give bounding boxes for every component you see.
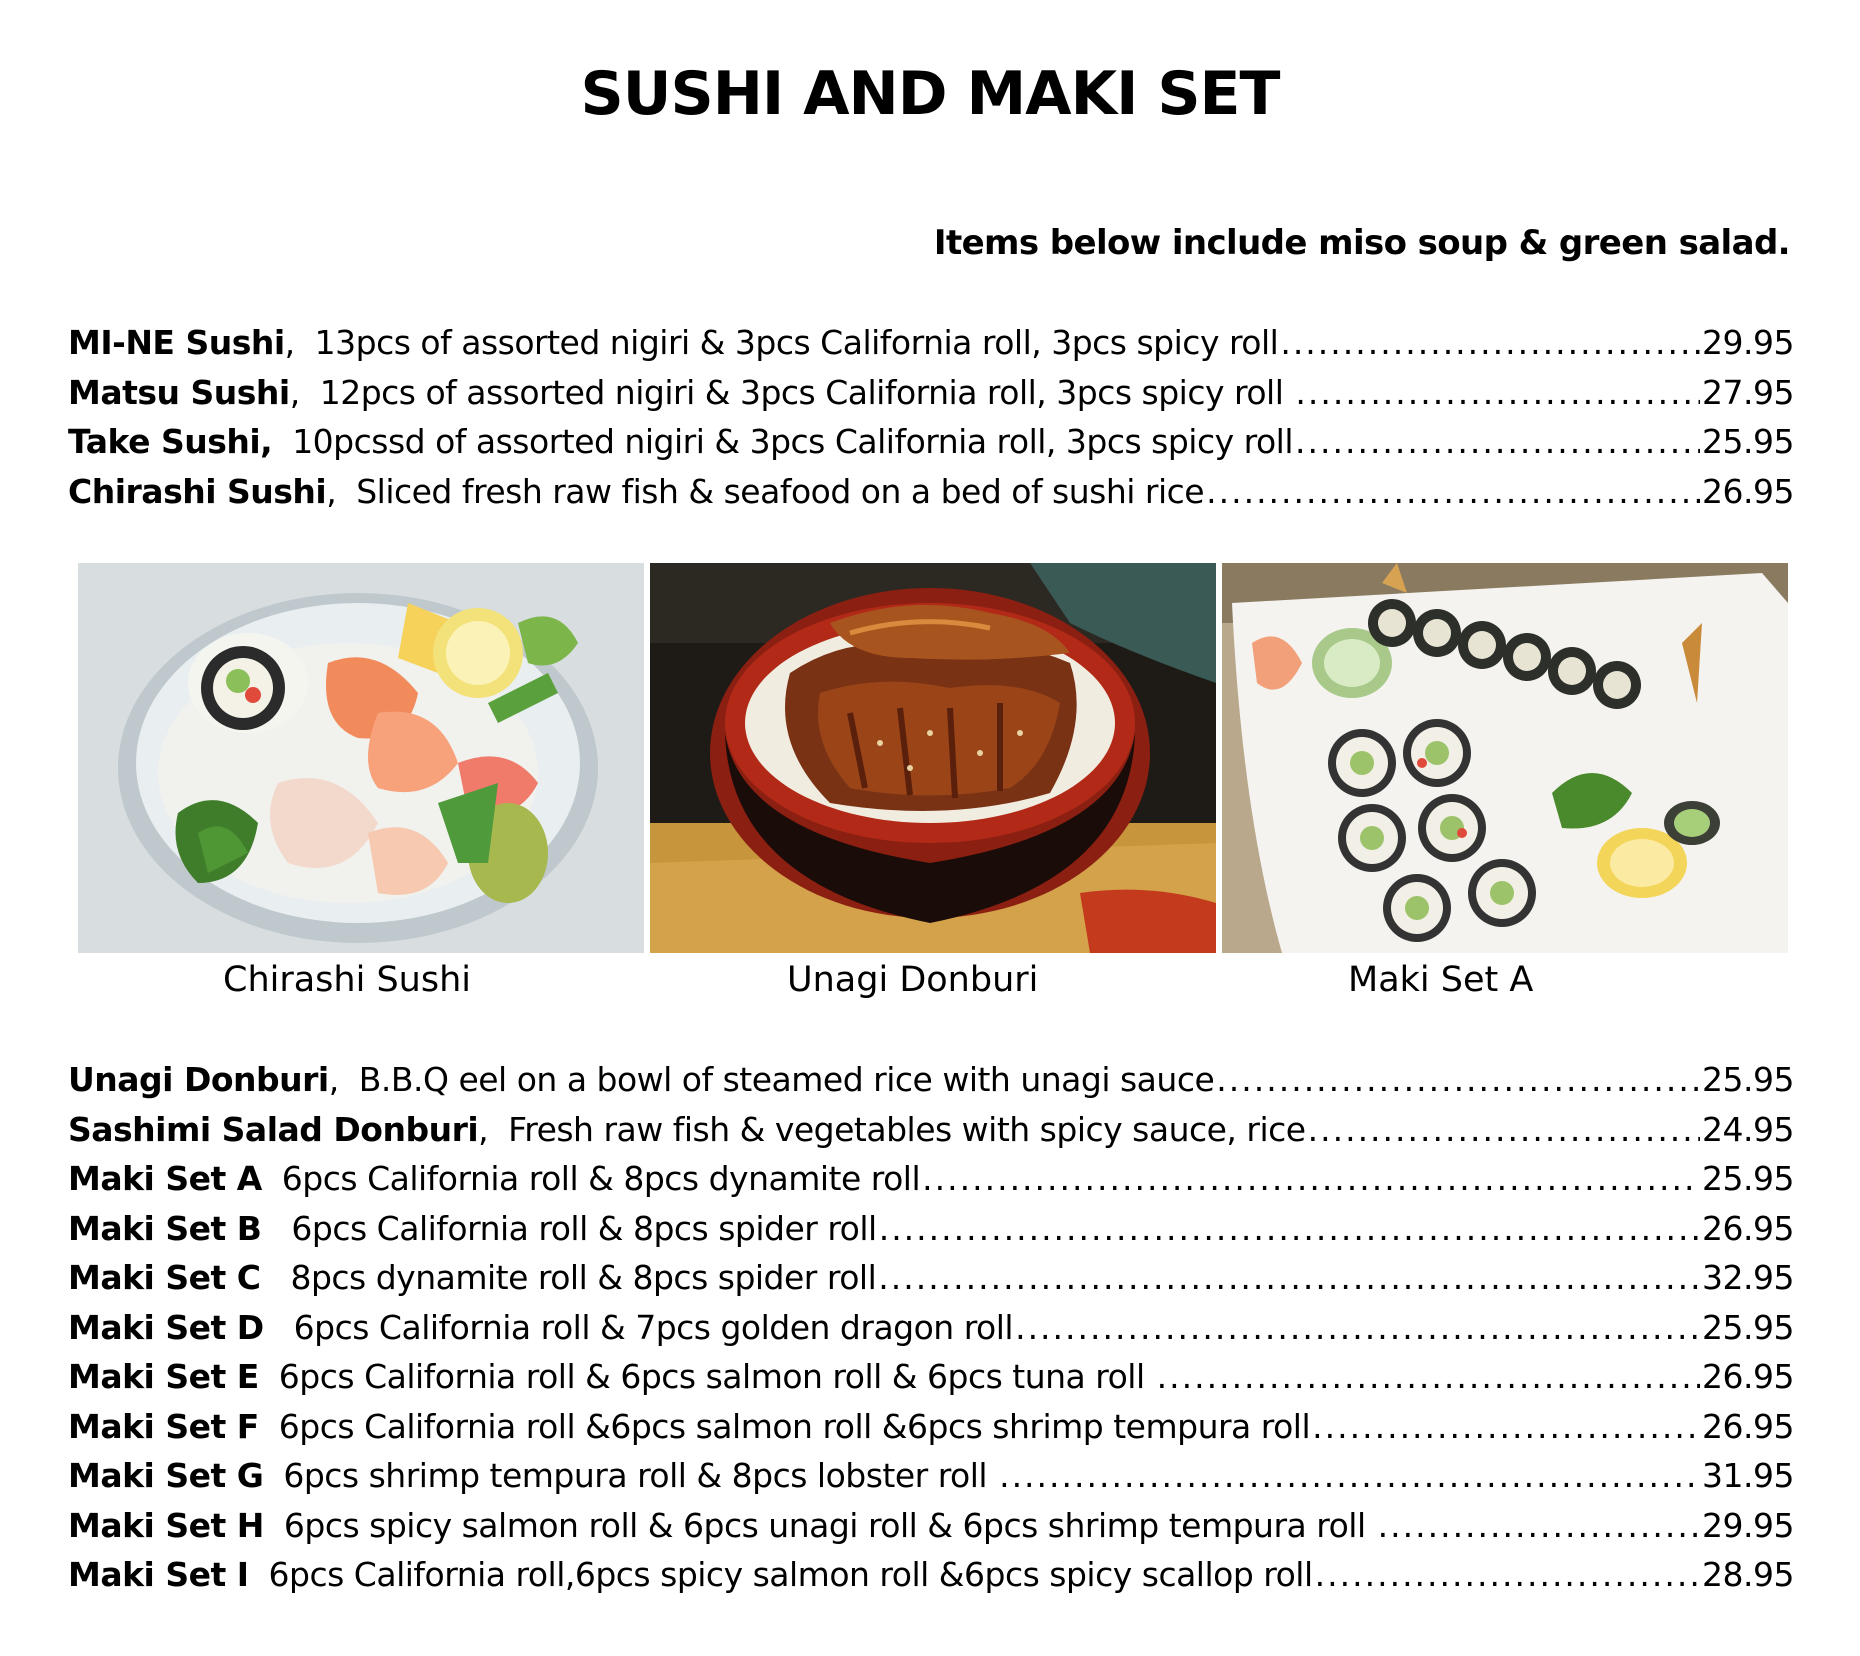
item-description: 8pcs dynamite roll & 8pcs spider roll bbox=[290, 1258, 877, 1297]
menu-item bbox=[68, 417, 1794, 467]
photo-captions bbox=[78, 956, 1788, 1006]
dot-leader bbox=[1295, 368, 1700, 418]
item-description: 6pcs spicy salmon roll & 6pcs unagi roll & 6pcs shrimp tempura roll bbox=[283, 1505, 1376, 1545]
item-separator bbox=[259, 1402, 279, 1452]
menu-item bbox=[68, 1303, 1794, 1353]
item-description: 12pcs of assorted nigiri & 3pcs California roll, 3pcs spicy roll bbox=[319, 372, 1294, 412]
menu-item bbox=[68, 1451, 1794, 1501]
item-description: Fresh raw fish & vegetables with spicy sauce, rice bbox=[508, 1109, 1306, 1149]
menu-item bbox=[68, 1204, 1794, 1254]
dot-leader bbox=[1315, 1550, 1700, 1600]
item-separator: , bbox=[478, 1109, 509, 1149]
unagi-donburi-photo bbox=[650, 563, 1216, 953]
dot-leader bbox=[1206, 467, 1700, 517]
menu-item bbox=[68, 318, 1794, 368]
photo-caption: Maki Set A bbox=[1348, 960, 1534, 1000]
item-description: 6pcs shrimp tempura roll & 8pcs lobster roll bbox=[283, 1456, 998, 1495]
item-separator bbox=[264, 1303, 294, 1353]
dot-leader bbox=[1378, 1501, 1700, 1551]
item-price: 26.95 bbox=[1702, 1406, 1794, 1446]
item-price: 32.95 bbox=[1702, 1258, 1794, 1297]
menu-item bbox=[68, 1352, 1794, 1402]
item-price: 31.95 bbox=[1702, 1456, 1794, 1495]
photo-strip bbox=[78, 563, 1788, 953]
set-menu-list bbox=[68, 1055, 1794, 1600]
item-name: Take Sushi, bbox=[68, 422, 273, 461]
menu-item bbox=[68, 467, 1794, 517]
item-description: 6pcs California roll & 7pcs golden dragon roll bbox=[293, 1307, 1014, 1347]
menu-item bbox=[68, 1105, 1794, 1155]
menu-item bbox=[68, 1402, 1794, 1452]
item-name: Maki Set G bbox=[68, 1456, 264, 1495]
item-separator bbox=[261, 1204, 291, 1254]
item-separator bbox=[260, 1253, 290, 1303]
item-description: 10pcssd of assorted nigiri & 3pcs California roll, 3pcs spicy roll bbox=[292, 422, 1293, 461]
item-price: 28.95 bbox=[1702, 1555, 1794, 1594]
included-items-note: Items below include miso soup & green salad. bbox=[933, 223, 1790, 263]
item-separator bbox=[262, 1154, 282, 1204]
item-price: 25.95 bbox=[1702, 1307, 1794, 1347]
item-description: 6pcs California roll &6pcs salmon roll &6pcs shrimp tempura roll bbox=[278, 1406, 1311, 1446]
item-name: Matsu Sushi bbox=[68, 372, 290, 412]
item-description: 13pcs of assorted nigiri & 3pcs California roll, 3pcs spicy roll bbox=[314, 323, 1279, 362]
dot-leader bbox=[1280, 318, 1700, 368]
item-description: 6pcs California roll,6pcs spicy salmon roll &6pcs spicy scallop roll bbox=[268, 1555, 1313, 1594]
item-description: 6pcs California roll & 8pcs spider roll bbox=[291, 1208, 877, 1248]
item-name: Maki Set E bbox=[68, 1357, 259, 1396]
item-name: MI-NE Sushi bbox=[68, 323, 285, 362]
item-separator bbox=[272, 417, 292, 467]
dot-leader bbox=[1295, 417, 1700, 467]
menu-item bbox=[68, 368, 1794, 418]
item-price: 25.95 bbox=[1702, 1159, 1794, 1198]
item-name: Maki Set F bbox=[68, 1406, 259, 1446]
item-price: 26.95 bbox=[1702, 471, 1794, 511]
item-separator: , bbox=[284, 323, 315, 362]
item-separator bbox=[249, 1550, 269, 1600]
menu-item bbox=[68, 1501, 1794, 1551]
item-price: 29.95 bbox=[1702, 1505, 1794, 1545]
item-name: Sashimi Salad Donburi bbox=[68, 1109, 479, 1149]
dot-leader bbox=[879, 1204, 1700, 1254]
dot-leader bbox=[922, 1154, 1700, 1204]
item-price: 25.95 bbox=[1702, 422, 1794, 461]
item-name: Maki Set H bbox=[68, 1505, 264, 1545]
item-separator: , bbox=[328, 1060, 359, 1099]
menu-item bbox=[68, 1055, 1794, 1105]
item-price: 29.95 bbox=[1702, 323, 1794, 362]
item-price: 27.95 bbox=[1702, 372, 1794, 412]
item-name: Unagi Donburi bbox=[68, 1060, 329, 1099]
maki-set-a-photo bbox=[1222, 563, 1788, 953]
photo-caption: Unagi Donburi bbox=[787, 960, 1039, 1000]
item-separator: , bbox=[289, 372, 320, 412]
item-price: 26.95 bbox=[1702, 1357, 1794, 1396]
item-description: Sliced fresh raw fish & seafood on a bed of sushi rice bbox=[356, 471, 1205, 511]
menu-item bbox=[68, 1253, 1794, 1303]
item-price: 26.95 bbox=[1702, 1208, 1794, 1248]
item-name: Maki Set A bbox=[68, 1159, 262, 1198]
item-separator bbox=[263, 1451, 283, 1501]
item-price: 24.95 bbox=[1702, 1109, 1794, 1149]
item-name: Maki Set D bbox=[68, 1307, 264, 1347]
sushi-menu-list bbox=[68, 318, 1794, 516]
dot-leader bbox=[1216, 1055, 1700, 1105]
item-separator: , bbox=[326, 471, 357, 511]
dot-leader bbox=[999, 1451, 1700, 1501]
dot-leader bbox=[1157, 1352, 1700, 1402]
item-description: 6pcs California roll & 8pcs dynamite roll bbox=[281, 1159, 921, 1198]
item-description: B.B.Q eel on a bowl of steamed rice with unagi sauce bbox=[358, 1060, 1215, 1099]
dot-leader bbox=[1312, 1402, 1700, 1452]
dot-leader bbox=[1308, 1105, 1700, 1155]
item-name: Maki Set C bbox=[68, 1258, 261, 1297]
dot-leader bbox=[878, 1253, 1700, 1303]
item-name: Maki Set B bbox=[68, 1208, 262, 1248]
page-title: SUSHI AND MAKI SET bbox=[580, 59, 1280, 129]
menu-item bbox=[68, 1154, 1794, 1204]
dot-leader bbox=[1015, 1303, 1700, 1353]
item-name: Maki Set I bbox=[68, 1555, 249, 1594]
item-price: 25.95 bbox=[1702, 1060, 1794, 1099]
item-separator bbox=[264, 1501, 284, 1551]
item-name: Chirashi Sushi bbox=[68, 471, 327, 511]
item-separator bbox=[259, 1352, 279, 1402]
item-description: 6pcs California roll & 6pcs salmon roll & 6pcs tuna roll bbox=[278, 1357, 1155, 1396]
menu-item bbox=[68, 1550, 1794, 1600]
chirashi-sushi-photo bbox=[78, 563, 644, 953]
photo-caption: Chirashi Sushi bbox=[223, 960, 471, 1000]
